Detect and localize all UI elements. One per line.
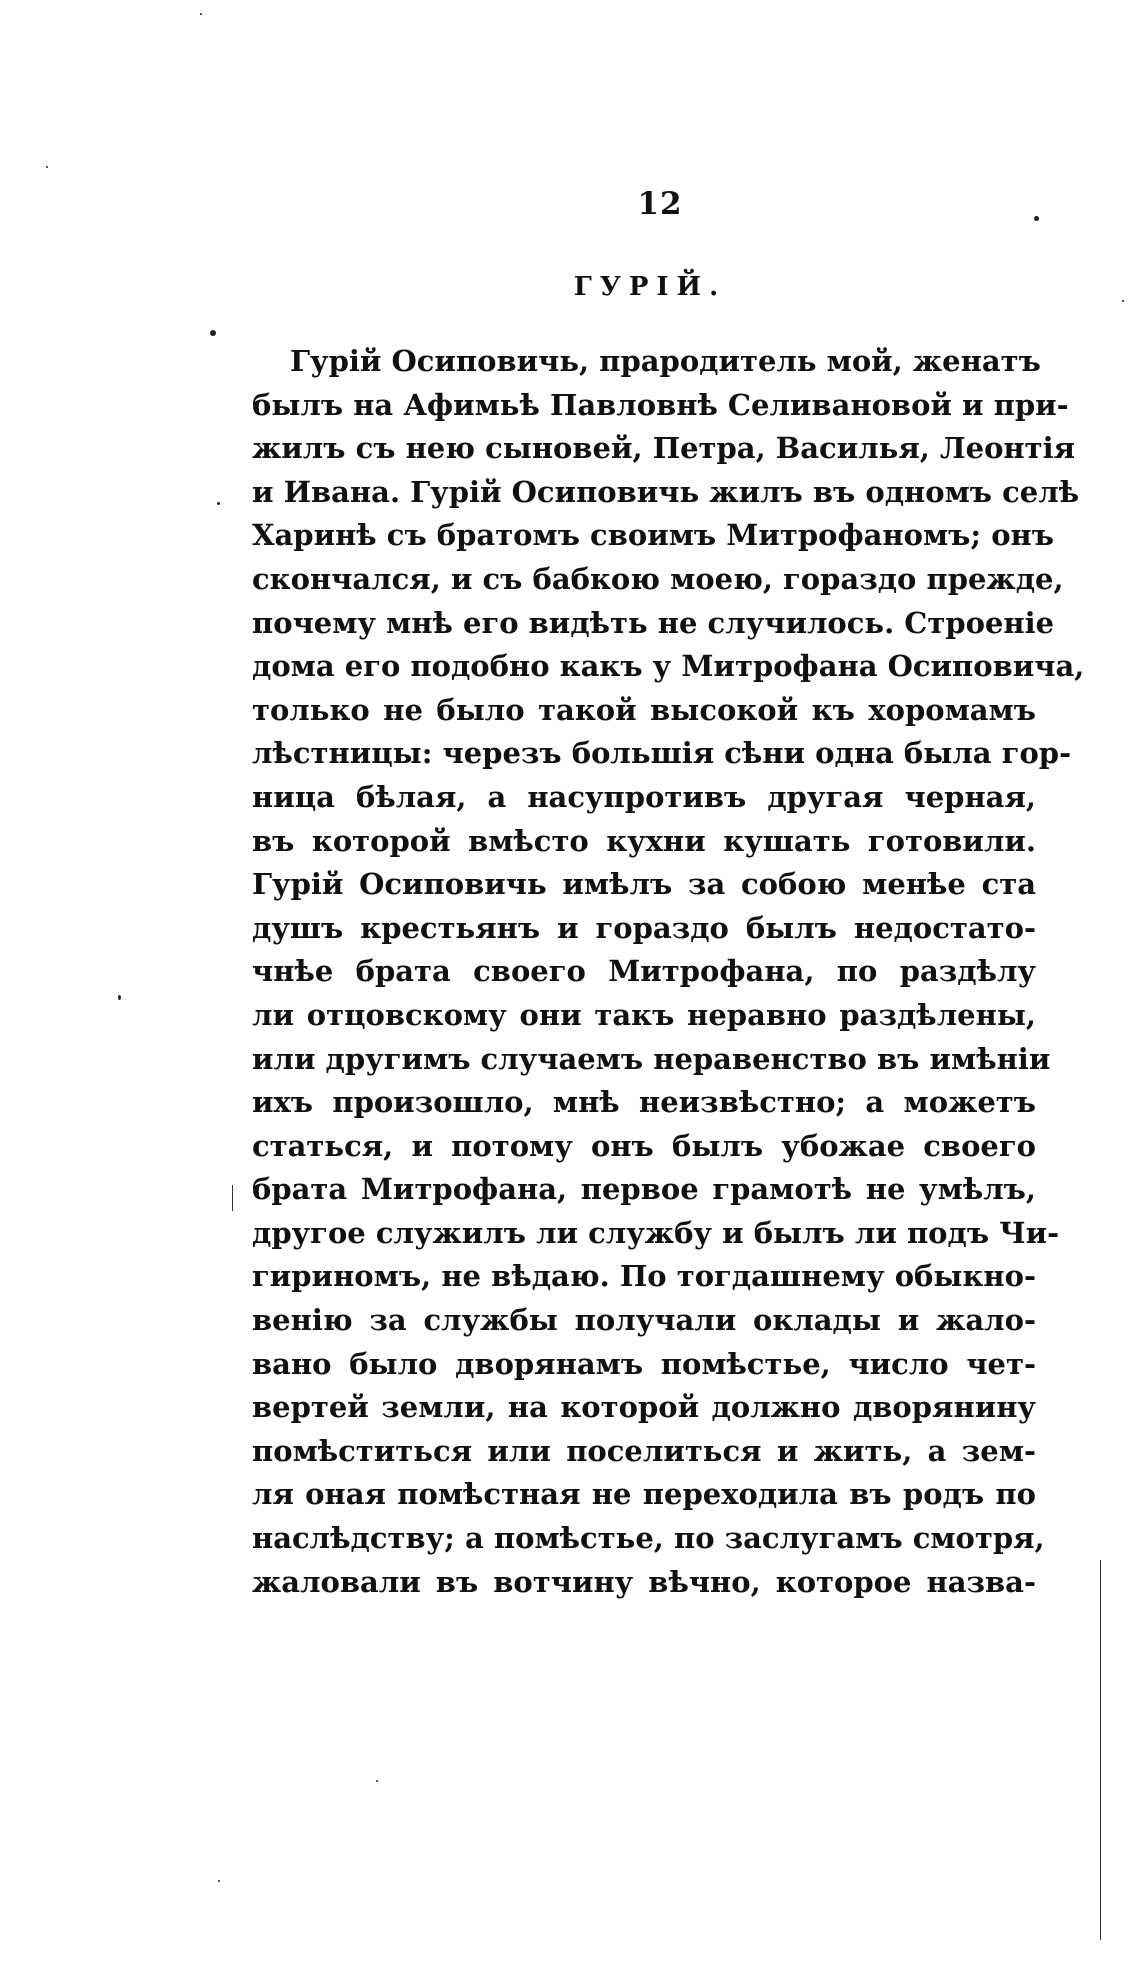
text-line: статься, и потому онъ былъ убожае своего <box>252 1128 1036 1163</box>
text-line: венію за службы получали оклады и жало- <box>252 1303 1036 1338</box>
text-line: Гурій Осиповичь имѣлъ за собою менѣе ста <box>252 867 1036 902</box>
chapter-title: ГУРІЙ. <box>573 272 727 302</box>
text-line: ница бѣлая, а насупротивъ другая черная, <box>252 779 1036 814</box>
scan-speck <box>1034 216 1039 221</box>
scan-speck <box>210 330 216 336</box>
text-line: Гурій Осиповичь, прародитель мой, женатъ <box>290 344 1041 378</box>
scan-speck <box>376 1780 378 1782</box>
body-text <box>252 340 1085 1604</box>
text-line: или другимъ случаемъ неравенство въ имѣніи <box>252 1041 1051 1076</box>
scan-speck <box>200 13 202 15</box>
text-line: ихъ произошло, мнѣ неизвѣстно; а можетъ <box>252 1085 1036 1120</box>
text-line: наслѣдству; а помѣстье, по заслугамъ смотря, <box>252 1521 1045 1556</box>
text-line: Харинѣ съ братомъ своимъ Митрофаномъ; онъ <box>252 518 1055 553</box>
text-line: ли отцовскому они такъ неравно раздѣлены, <box>252 997 1036 1032</box>
text-line: и Ивана. Гурій Осиповичь жилъ въ одномъ селѣ <box>252 474 1080 509</box>
text-line: чнѣе брата своего Митрофана, по раздѣлу <box>252 954 1036 989</box>
text-line: ля оная помѣстная не переходила въ родъ по <box>252 1477 1036 1512</box>
text-line: былъ на Афимьѣ Павловнѣ Селивановой и при- <box>252 387 1069 422</box>
scan-speck <box>118 995 121 1000</box>
text-line: душъ крестьянъ и гораздо былъ недостато- <box>252 910 1036 945</box>
text-line: почему мнѣ его видѣть не случилось. Строеніе <box>252 605 1055 640</box>
text-line: лѣстницы: черезъ большія сѣни одна была гор- <box>252 736 1072 771</box>
text-line: жаловали въ вотчину вѣчно, которое назва- <box>252 1564 1036 1599</box>
text-line: вертей земли, на которой должно дворянину <box>252 1390 1036 1425</box>
text-line: вано было дворянамъ помѣстье, число чет- <box>252 1346 1036 1381</box>
scan-edge-mark <box>232 1185 233 1211</box>
text-line: въ которой вмѣсто кухни кушать готовили. <box>252 823 1036 858</box>
scan-speck <box>46 166 48 168</box>
scan-speck <box>217 502 220 505</box>
scan-speck <box>1122 300 1124 302</box>
text-line: жилъ съ нею сыновей, Петра, Василья, Леонтія <box>252 431 1076 466</box>
scan-edge-mark <box>1100 1560 1101 1940</box>
text-line: дома его подобно какъ у Митрофана Осиповича, <box>252 649 1085 684</box>
text-line: скончался, и съ бабкою моею, гораздо прежде, <box>252 561 1064 596</box>
text-line: гириномъ, не вѣдаю. По тогдашнему обыкно- <box>252 1259 1036 1294</box>
text-line: брата Митрофана, первое грамотѣ не умѣлъ, <box>252 1172 1036 1207</box>
text-line: другое служилъ ли службу и былъ ли подъ Чи- <box>252 1215 1060 1250</box>
page-number: 12 <box>637 186 683 222</box>
scan-speck <box>218 1880 220 1882</box>
text-line: только не было такой высокой къ хоромамъ <box>252 692 1036 727</box>
text-line: помѣститься или поселиться и жить, а зем- <box>252 1433 1036 1468</box>
